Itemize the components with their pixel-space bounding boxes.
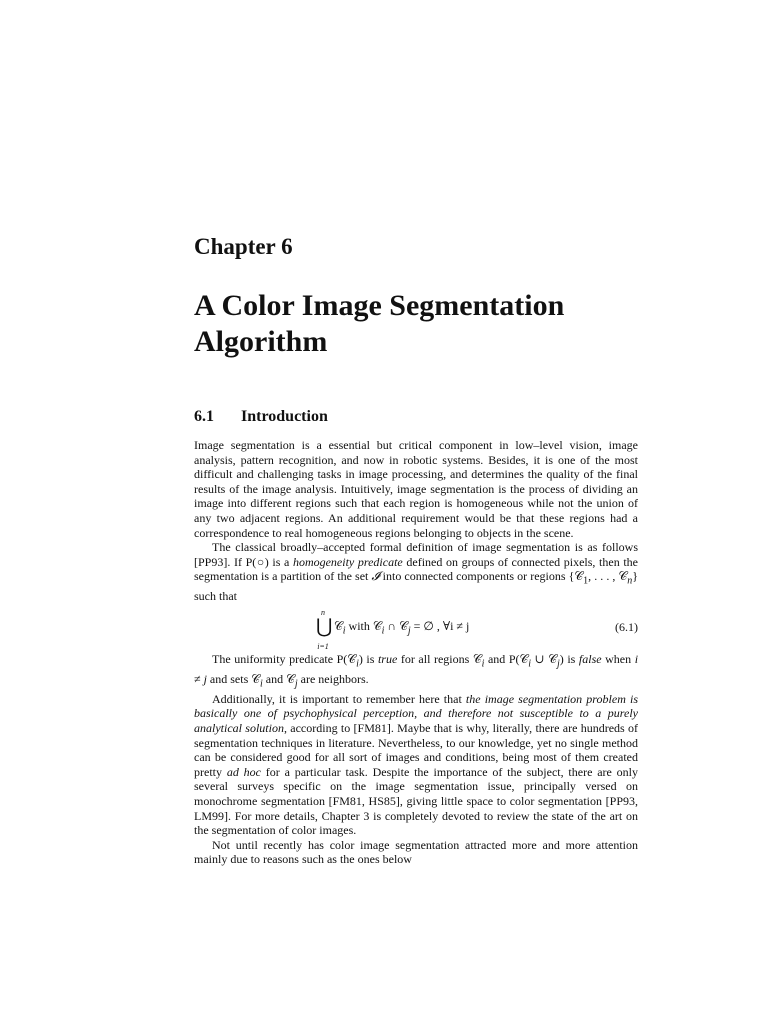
body-text (194, 438, 638, 867)
paragraph-5: Not until recently has color image segmentation attracted more and more attention mainly due to reasons such as the ones below (194, 837, 638, 867)
equation-body (316, 606, 469, 652)
section-title: Introduction (241, 408, 328, 425)
big-union-operator (316, 606, 333, 652)
equation-6-1 (194, 606, 638, 652)
paragraph-4: Additionally, it is important to remember here that the image segmentation problem is basically one of psychophysical perception, and therefore not susceptible to a purely analytical solution, according to [FM81]. Maybe that is why, literally, there are hundreds of segmentation techniques in literature. Nevertheless, to our knowledge, yet no single method can be considered good for all sort of images and conditions, being most of them created pretty ad hoc for a particular task. Despite the importance of the subject, there are only several surveys specific on the image segmentation issue, principally versed on monochrome segmentation [FM81, HS85], giving little space to color segmentation [PP93, LM99]. For more details, Chapter 3 is completely devoted to review the state of the art on the segmentation of color images. (194, 691, 639, 838)
union-upper-limit: n (321, 607, 325, 617)
paragraph-1: Image segmentation is a essential but critical component in low–level vision, image analysis, pattern recognition, and now in robotic systems. Besides, it is one of the most difficult and challenging tasks in image processing, and determines the quality of the final results of the image analysis. Intuitively, image segmentation is the process of dividing an image into different regions such that each region is homogeneous while not the union of any two adjacent regions. An additional requirement would be that these regions had a correspondence to real homogeneous regions belonging to objects in the scene. (194, 438, 638, 540)
chapter-label: Chapter 6 (194, 234, 293, 259)
section-heading (194, 408, 328, 426)
paragraph-3: The uniformity predicate P(𝒞$_i$) is true for all regions 𝒞$_i$ and P(𝒞$_i$ ∪ 𝒞$_j$) is false when i ≠ j and sets 𝒞$_i$ and 𝒞$_j$ are neighbors. (194, 651, 639, 690)
union-lower-limit: i=1 (317, 641, 329, 651)
equation-expression: 𝒞$_i$ with 𝒞$_i$ ∩ 𝒞$_j$ = ∅ , ∀i ≠ j (334, 618, 470, 637)
equation-number: (6.1) (615, 619, 638, 634)
union-symbol: ⋃ (316, 615, 333, 638)
paragraph-2: The classical broadly–accepted formal definition of image segmentation is as follows [PP93]. If P(○) is a homogeneity predicate defined on groups of connected pixels, then the segmentation is a partition of the set 𝓘 into connected components or regions {𝒞$_1$, . . . , 𝒞$_n$} such that (194, 540, 638, 604)
section-number: 6.1 (194, 408, 214, 425)
chapter-title: A Color Image Segmentation Algorithm (194, 289, 565, 358)
